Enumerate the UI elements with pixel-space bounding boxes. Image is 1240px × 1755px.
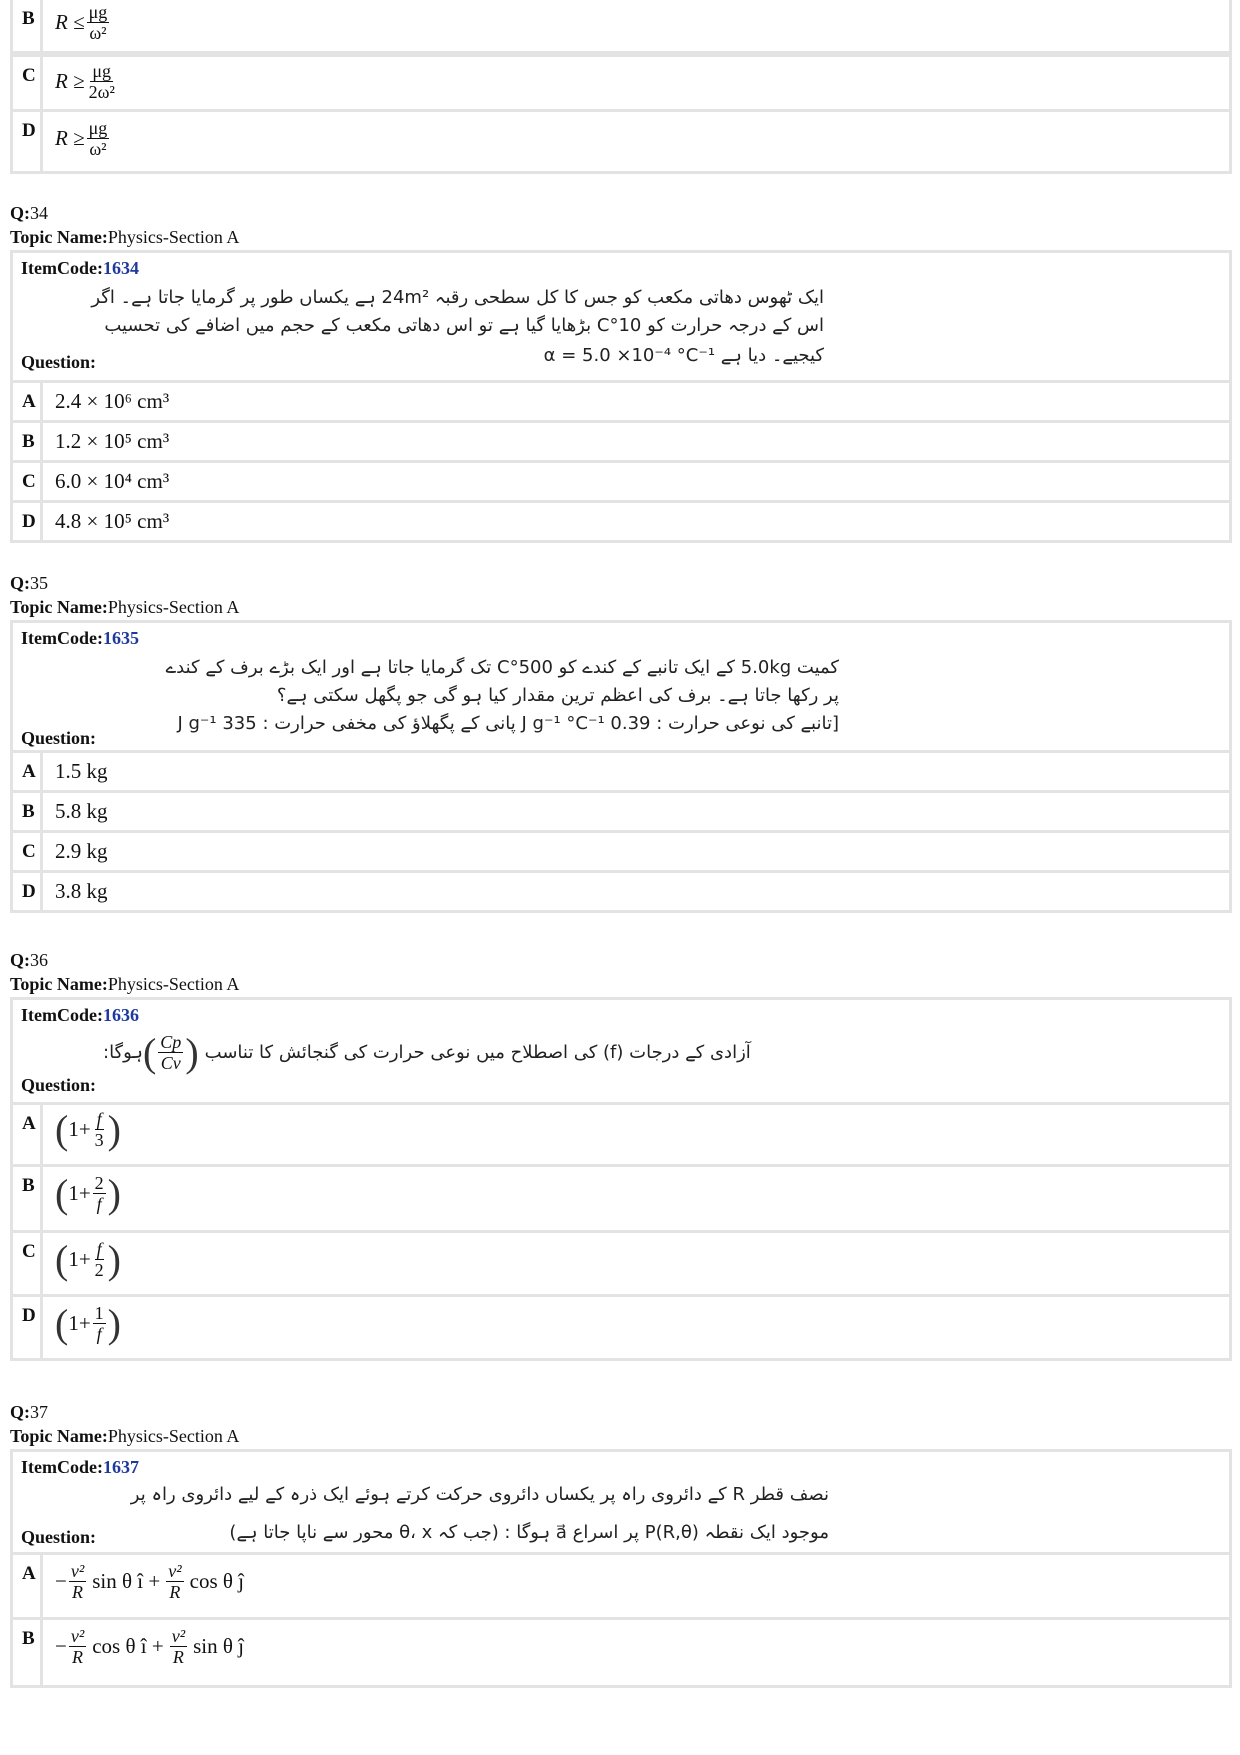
item-code: ItemCode:1635 [21, 628, 139, 648]
question-box [10, 1449, 1232, 1555]
question-label: Question: [21, 1075, 97, 1095]
question-label: Question: [21, 352, 97, 372]
fraction: $\frac{1}{f}$ [94, 1303, 104, 1344]
question-text-line: ایک ٹھوس دھاتی مکعب کو جس کا کل سطحی رقبہ 24m² ہے یکساں طور پر گرمایا جاتا ہے۔ اگر [91, 287, 824, 308]
option-row[interactable] [10, 54, 1232, 112]
option-row[interactable] [10, 0, 1232, 54]
option-value: 1.5 kg [55, 759, 108, 783]
option-value: − $\frac{\text{v²}}{R}$ sin θ î + $\frac{\text{v²}}{R}$ cos θ ĵ [55, 1561, 245, 1602]
option-value: 2.4 × 10⁶ cm³ [55, 389, 170, 413]
option-value: 5.8 kg [55, 799, 108, 823]
question-text-line: اس کے درجہ حرارت کو 10°C بڑھایا گیا ہے تو اس دھاتی مکعب کے حجم میں اضافے کی تحسیب [104, 315, 824, 336]
option-value: ( 1+ $\frac{2}{f}$ ) [55, 1170, 121, 1216]
question-label: Question: [21, 1527, 97, 1547]
topic-name: Topic Name:Physics-Section A [10, 974, 240, 994]
option-letter: B [13, 423, 43, 460]
option-value: 2.9 kg [55, 839, 108, 863]
question-text-line: موجود ایک نقطہ P(R,θ) پر اسراع a⃗ ہوگا : (جب کہ θ، x محور سے ناپا جاتا ہے) [229, 1522, 829, 1543]
fraction: $\frac{\mu g}{\text{ω²}}$ [88, 2, 108, 43]
question-label: Question: [21, 728, 97, 748]
topic-name: Topic Name:Physics-Section A [10, 1426, 240, 1446]
option-letter: C [13, 1233, 43, 1294]
topic-name: Topic Name:Physics-Section A [10, 227, 240, 247]
option-row[interactable] [10, 423, 1232, 463]
option-value: 6.0 × 10⁴ cm³ [55, 469, 170, 493]
fraction: $\frac{f}{3}$ [94, 1109, 104, 1150]
question-number: Q:35 [10, 573, 48, 593]
option-value: − $\frac{\text{v²}}{R}$ cos θ î + $\frac{\text{v²}}{R}$ sin θ ĵ [55, 1626, 245, 1667]
item-code: ItemCode:1634 [21, 258, 139, 278]
option-letter: C [13, 57, 43, 109]
option-value: 3.8 kg [55, 879, 108, 903]
option-row[interactable] [10, 1620, 1232, 1688]
option-letter: B [13, 0, 43, 51]
option-value: ( 1+ $\frac{1}{f}$ ) [55, 1300, 121, 1346]
question-box [10, 620, 1232, 753]
question-text-line: کیجیے۔ دیا ہے α = 5.0 ×10⁻⁴ °C⁻¹ [543, 345, 824, 366]
fraction: $\frac{\text{v²}}{R}$ [171, 1626, 186, 1667]
question-number: Q:37 [10, 1402, 48, 1422]
option-row[interactable] [10, 1233, 1232, 1297]
question-text-line: کمیت 5.0kg کے ایک تانبے کے کندے کو 500°C تک گرمایا جاتا ہے اور ایک بڑے برف کے کندے [165, 657, 839, 678]
option-letter: A [13, 753, 43, 790]
option-row[interactable] [10, 112, 1232, 174]
fraction: $\frac{\text{v²}}{R}$ [70, 1626, 85, 1667]
option-letter: B [13, 1620, 43, 1685]
option-row[interactable] [10, 833, 1232, 873]
option-value: ( 1+ $\frac{f}{2}$ ) [55, 1236, 121, 1282]
option-letter: A [13, 1105, 43, 1164]
option-letter: D [13, 112, 43, 171]
option-row[interactable] [10, 503, 1232, 543]
option-row[interactable] [10, 1297, 1232, 1361]
option-letter: A [13, 1555, 43, 1617]
option-row[interactable] [10, 463, 1232, 503]
question-text-line: پر رکھا جاتا ہے۔ برف کی اعظم ترین مقدار کیا ہو گی جو پگھل سکتی ہے؟ [276, 685, 839, 706]
option-letter: A [13, 383, 43, 420]
option-letter: C [13, 463, 43, 500]
option-letter: D [13, 873, 43, 910]
option-row[interactable] [10, 1105, 1232, 1167]
topic-name: Topic Name:Physics-Section A [10, 597, 240, 617]
option-value: R ≥ $\frac{\mu g}{\text{ω²}}$ [55, 118, 108, 159]
ratio-fraction: $\frac{Cp}{Cv}$ [160, 1032, 182, 1073]
option-row[interactable] [10, 1555, 1232, 1620]
option-row[interactable] [10, 793, 1232, 833]
option-letter: C [13, 833, 43, 870]
option-row[interactable] [10, 753, 1232, 793]
question-text: ہوگا: ( $\frac{Cp}{Cv}$ ) آزادی کے درجات (f) کی اصطلاح میں نوعی حرارت کی گنجائش کا تناسب [103, 1029, 751, 1075]
option-row[interactable] [10, 383, 1232, 423]
option-value: 1.2 × 10⁵ cm³ [55, 429, 170, 453]
option-row[interactable] [10, 873, 1232, 913]
item-code: ItemCode:1636 [21, 1005, 139, 1025]
option-letter: D [13, 1297, 43, 1358]
question-number: Q:36 [10, 950, 48, 970]
option-value: R ≤ $\frac{\mu g}{\text{ω²}}$ [55, 2, 108, 43]
option-letter: B [13, 1167, 43, 1230]
option-value: R ≥ $\frac{\mu g}{\text{2ω²}}$ [55, 61, 115, 102]
option-letter: D [13, 503, 43, 540]
option-letter: B [13, 793, 43, 830]
question-box [10, 997, 1232, 1105]
question-number: Q:34 [10, 203, 48, 223]
question-text-line: نصف قطر R کے دائروی راہ پر یکساں دائروی حرکت کرتے ہوئے ایک ذرہ کے لیے دائروی راہ پر [130, 1484, 829, 1505]
option-value: ( 1+ $\frac{f}{3}$ ) [55, 1106, 121, 1152]
fraction: $\frac{f}{2}$ [94, 1239, 104, 1280]
fraction: $\frac{\text{v²}}{R}$ [168, 1561, 182, 1602]
fraction: $\frac{\text{v²}}{R}$ [70, 1561, 85, 1602]
fraction: $\frac{2}{f}$ [94, 1173, 104, 1214]
fraction: $\frac{\mu g}{\text{2ω²}}$ [88, 61, 115, 102]
option-row[interactable] [10, 1167, 1232, 1233]
question-text-line: [تانبے کی نوعی حرارت : 0.39 J g⁻¹ °C⁻¹ پانی کے پگھلاؤ کی مخفی حرارت : 335 J g⁻¹ [177, 713, 839, 734]
option-value: 4.8 × 10⁵ cm³ [55, 509, 170, 533]
item-code: ItemCode:1637 [21, 1457, 139, 1477]
fraction: $\frac{\mu g}{\text{ω²}}$ [88, 118, 108, 159]
question-box [10, 250, 1232, 383]
